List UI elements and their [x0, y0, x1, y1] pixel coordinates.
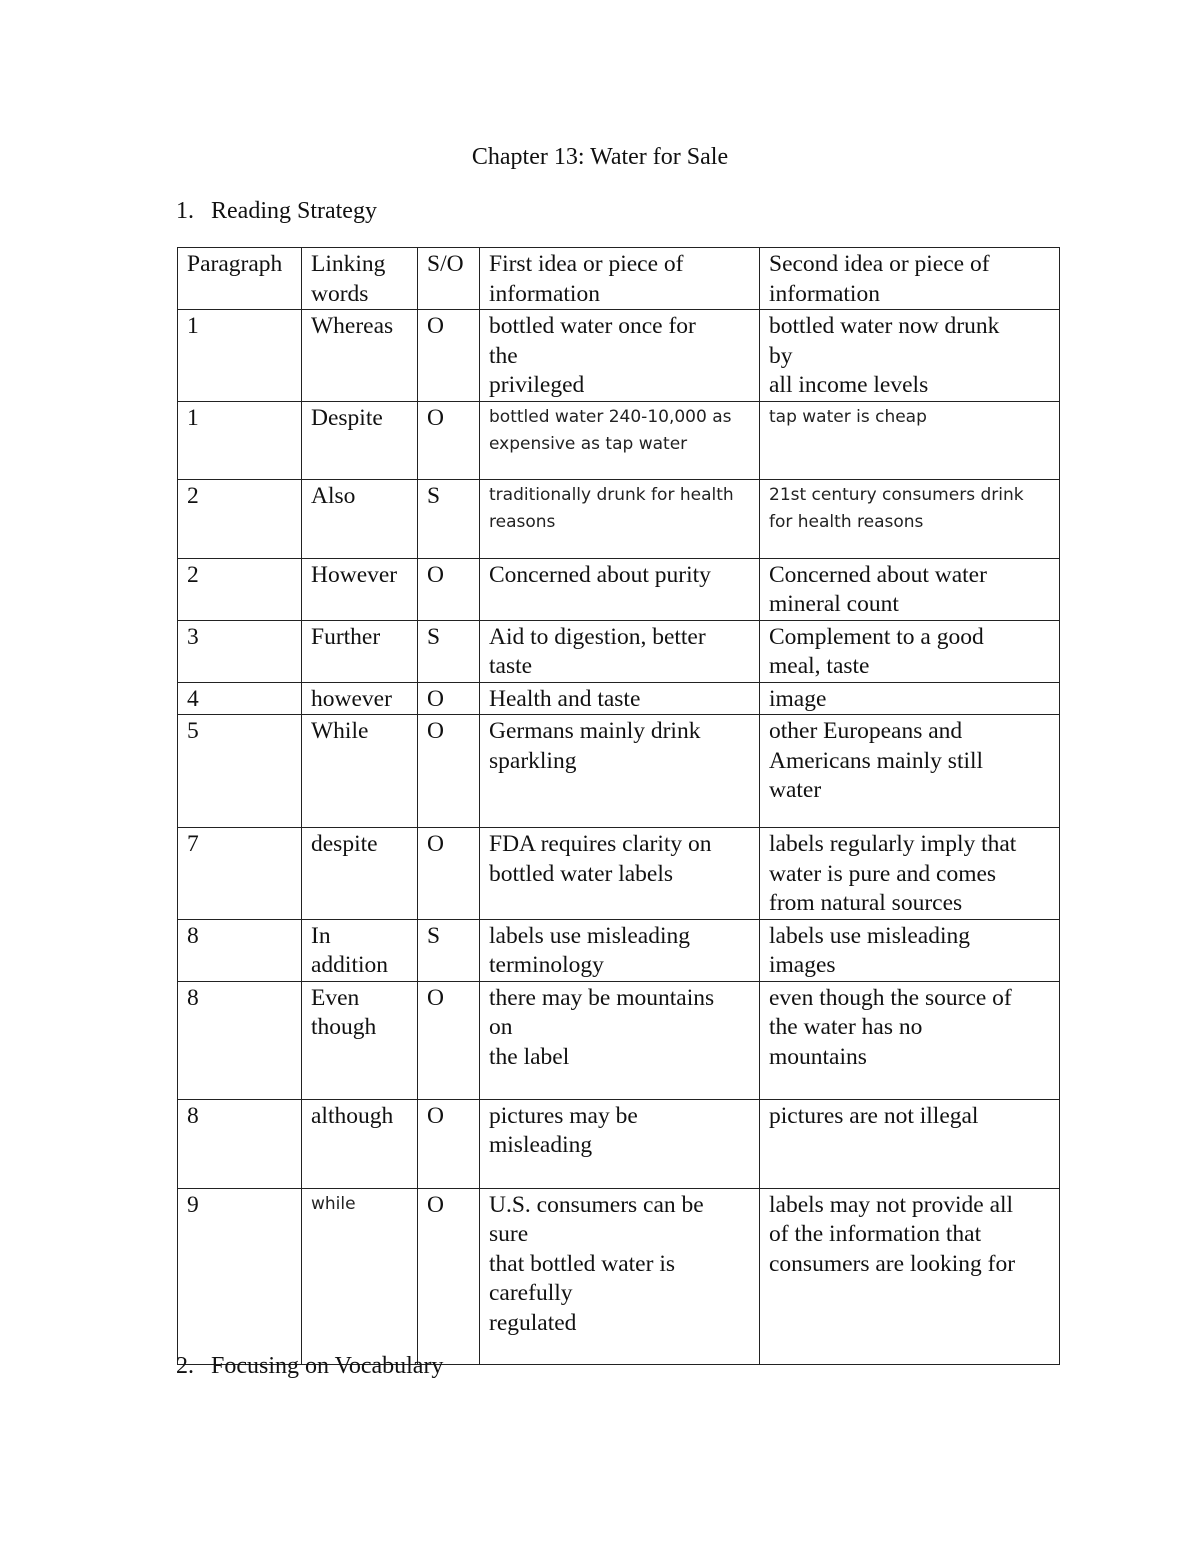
cell-first-idea: there may be mountains on the label	[480, 981, 760, 1099]
cell-first-idea: Aid to digestion, better taste	[480, 620, 760, 682]
cell-linking-word: While	[302, 715, 418, 828]
section-number: 2.	[176, 1353, 194, 1379]
cell-first-idea: Germans mainly drink sparkling	[480, 715, 760, 828]
cell-second-idea: labels regularly imply that water is pure and comes from natural sources	[760, 828, 1060, 920]
cell-first-idea: FDA requires clarity on bottled water labels	[480, 828, 760, 920]
cell-second-idea: Complement to a good meal, taste	[760, 620, 1060, 682]
cell-second-idea: labels use misleading images	[760, 919, 1060, 981]
table-row	[178, 919, 1060, 981]
cell-s-o: O	[418, 558, 480, 620]
table-row	[178, 558, 1060, 620]
cell-paragraph: 8	[178, 1099, 302, 1188]
cell-paragraph: 2	[178, 558, 302, 620]
column-header-s-o: S/O	[418, 248, 480, 310]
page-title: Chapter 13: Water for Sale	[471, 144, 729, 170]
cell-linking-word: despite	[302, 828, 418, 920]
column-header-paragraph: Paragraph	[178, 248, 302, 310]
cell-s-o: O	[418, 981, 480, 1099]
cell-linking-word: Despite	[302, 401, 418, 479]
cell-linking-word: However	[302, 558, 418, 620]
cell-paragraph: 2	[178, 479, 302, 558]
cell-s-o: O	[418, 715, 480, 828]
cell-linking-word: Also	[302, 479, 418, 558]
cell-second-idea: tap water is cheap	[760, 401, 1060, 479]
cell-paragraph: 3	[178, 620, 302, 682]
cell-first-idea: U.S. consumers can be sure that bottled water is carefully regulated	[480, 1188, 760, 1364]
cell-second-idea: labels may not provide all of the information that consumers are looking for	[760, 1188, 1060, 1364]
cell-second-idea: Concerned about water mineral count	[760, 558, 1060, 620]
table-row	[178, 715, 1060, 828]
table-row	[178, 1188, 1060, 1364]
cell-linking-word: Even though	[302, 981, 418, 1099]
cell-second-idea: image	[760, 682, 1060, 715]
reading-strategy-table	[177, 247, 1060, 1365]
cell-paragraph: 8	[178, 919, 302, 981]
cell-s-o: O	[418, 828, 480, 920]
cell-paragraph: 9	[178, 1188, 302, 1364]
cell-paragraph: 5	[178, 715, 302, 828]
table-row	[178, 682, 1060, 715]
table-row	[178, 1099, 1060, 1188]
cell-s-o: O	[418, 310, 480, 402]
table-row	[178, 401, 1060, 479]
cell-s-o: S	[418, 919, 480, 981]
cell-first-idea: bottled water 240-10,000 as expensive as tap water	[480, 401, 760, 479]
cell-second-idea: other Europeans and Americans mainly still water	[760, 715, 1060, 828]
column-header-second-idea: Second idea or piece of information	[760, 248, 1060, 310]
section-heading-reading-strategy	[176, 196, 377, 226]
cell-linking-word: Further	[302, 620, 418, 682]
cell-s-o: O	[418, 401, 480, 479]
cell-first-idea: Health and taste	[480, 682, 760, 715]
cell-second-idea: pictures are not illegal	[760, 1099, 1060, 1188]
cell-linking-word: Whereas	[302, 310, 418, 402]
table-row	[178, 310, 1060, 402]
table-row	[178, 981, 1060, 1099]
cell-linking-word: while	[302, 1188, 418, 1364]
cell-first-idea: bottled water once for the privileged	[480, 310, 760, 402]
cell-paragraph: 1	[178, 401, 302, 479]
cell-s-o: O	[418, 682, 480, 715]
section-number: 1.	[176, 198, 194, 224]
table-row	[178, 479, 1060, 558]
cell-s-o: S	[418, 620, 480, 682]
table-row	[178, 828, 1060, 920]
section-title: Focusing on Vocabulary	[211, 1353, 444, 1379]
section-title: Reading Strategy	[211, 198, 377, 224]
column-header-first-idea: First idea or piece of information	[480, 248, 760, 310]
cell-paragraph: 4	[178, 682, 302, 715]
table-row	[178, 620, 1060, 682]
cell-second-idea: 21st century consumers drink for health reasons	[760, 479, 1060, 558]
cell-s-o: O	[418, 1099, 480, 1188]
cell-paragraph: 1	[178, 310, 302, 402]
cell-first-idea: pictures may be misleading	[480, 1099, 760, 1188]
cell-first-idea: labels use misleading terminology	[480, 919, 760, 981]
table-header-row	[178, 248, 1060, 310]
cell-first-idea: traditionally drunk for health reasons	[480, 479, 760, 558]
cell-linking-word: In addition	[302, 919, 418, 981]
cell-s-o: O	[418, 1188, 480, 1364]
cell-paragraph: 8	[178, 981, 302, 1099]
cell-linking-word: however	[302, 682, 418, 715]
section-heading-focusing-on-vocabulary	[176, 1351, 443, 1381]
cell-linking-word: although	[302, 1099, 418, 1188]
cell-first-idea: Concerned about purity	[480, 558, 760, 620]
cell-s-o: S	[418, 479, 480, 558]
column-header-linking-words: Linking words	[302, 248, 418, 310]
cell-second-idea: bottled water now drunk by all income levels	[760, 310, 1060, 402]
cell-paragraph: 7	[178, 828, 302, 920]
cell-second-idea: even though the source of the water has no mountains	[760, 981, 1060, 1099]
